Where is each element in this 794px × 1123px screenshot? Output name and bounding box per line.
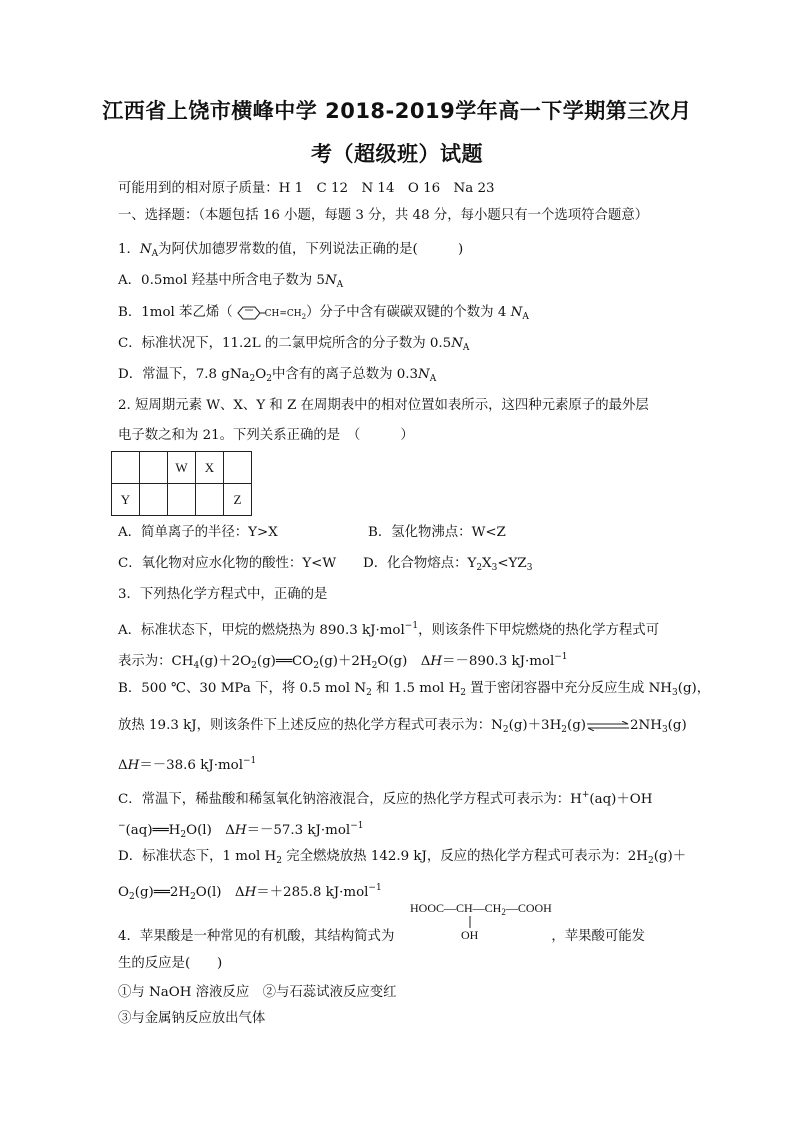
table-cell — [140, 452, 168, 484]
q4-stem-line1: 4．苹果酸是一种常见的有机酸，其结构简式为 ，苹果酸可能发 — [118, 929, 646, 944]
reversible-arrow-icon — [586, 721, 630, 731]
q4-stem-line2: 生的反应是( ) — [118, 956, 223, 971]
q2-stem-line1: 2. 短周期元素 W、X、Y 和 Z 在周期表中的相对位置如表所示，这四种元素原子的最外层 — [118, 398, 649, 413]
periodic-table-fragment — [111, 451, 252, 516]
malic-acid-structure: $HOOC—CH—CH_2—COOH$ — [410, 901, 552, 917]
malic-acid-oh: OH — [461, 928, 479, 942]
q2-option-b: B．氢化物沸点：W<Z — [368, 525, 506, 540]
atomic-mass-note: 可能用到的相对原子质量：H 1 C 12 N 14 O 16 Na 23 — [118, 181, 495, 196]
table-cell: Z — [224, 484, 252, 516]
table-cell — [196, 484, 224, 516]
q3-stem: 3．下列热化学方程式中，正确的是 — [118, 587, 328, 602]
q1-option-d: D．常温下，7.8 $gNa_2O_2$中含有的离子总数为 $0.3N_A$ — [118, 367, 437, 384]
section-heading: 一、选择题：（本题包括 16 小题，每题 3 分，共 48 分，每小题只有一个选项符合题意） — [118, 208, 649, 223]
q3-option-c-line2: $^-(aq)══H_2O(l)$ ΔH＝－57.3 kJ·mol$^{-1}$ — [118, 821, 364, 840]
table-cell: Y — [112, 484, 140, 516]
q3-option-c-line1: C．常温下，稀盐酸和稀氢氧化钠溶液混合，反应的热化学方程式可表示为：H+(aq)＋OH — [118, 790, 653, 807]
q3-option-b-line2: 放热 19.3 kJ，则该条件下上述反应的热化学方程式可表示为：$N_2(g)+3H_2(g)$ $2NH_3(g)$ — [118, 718, 687, 735]
q3-option-a-line2: 表示为：$CH_4(g)+2O_2(g)══CO_2(g)+2H_2O(g)$ ΔH＝－890.3 kJ·mol$^{-1}$ — [118, 652, 568, 671]
q1-option-c: C．标准状况下，11.2L 的二氯甲烷所含的分子数为 $0.5N_A$ — [118, 336, 470, 353]
table-cell: W — [168, 452, 196, 484]
exam-title-line1: 江西省上饶市横峰中学 2018-2019学年高一下学期第三次月 — [102, 99, 692, 123]
q2-stem-line2: 电子数之和为 21。下列关系正确的是 （ ） — [118, 428, 414, 443]
table-cell — [140, 484, 168, 516]
q1-option-a: A．0.5mol 羟基中所含电子数为 $5N_A$ — [118, 273, 344, 290]
table-cell — [224, 452, 252, 484]
q4-options-1-2: ①与 NaOH 溶液反应 ②与石蕊试液反应变红 — [118, 985, 397, 1000]
q3-option-b-line1: B．500 ℃、30 MPa 下，将 0.5 mol $N_2$ 和 1.5 mol $H_2$ 置于密闭容器中充分反应生成 $NH_3(g)$， — [118, 681, 711, 698]
q1-stem: 1．$N_A$为阿伏加德罗常数的值，下列说法正确的是( ) — [118, 242, 464, 259]
q2-option-c: C．氧化物对应水化物的酸性：Y<W — [118, 556, 337, 571]
table-cell — [112, 452, 140, 484]
q3-option-d-line1: D．标准状态下，1 mol $H_2$ 完全燃烧放热 142.9 kJ，反应的热化学方程式可表示为：$2H_2(g)+$ — [118, 849, 687, 866]
bond-line-icon — [467, 916, 473, 928]
q4-option-3: ③与金属钠反应放出气体 — [118, 1011, 266, 1026]
benzene-ring-icon — [233, 306, 265, 320]
q2-option-d: D．化合物熔点：$Y_2X_3<YZ_3$ — [363, 556, 533, 573]
table-cell — [168, 484, 196, 516]
exam-title-line2: 考（超级班）试题 — [311, 142, 483, 166]
q1-option-b: B．1mol 苯乙烯（ $CH=CH_2$）分子中含有碳碳双键的个数为 4 $N_A$ — [118, 305, 529, 322]
q2-option-a: A．简单离子的半径：Y>X — [118, 525, 278, 540]
table-cell: X — [196, 452, 224, 484]
q3-option-b-line3: ΔH＝－38.6 kJ·mol$^{-1}$ — [118, 756, 257, 773]
table-row — [112, 452, 252, 484]
q3-option-a-line1: A．标准状态下，甲烷的燃烧热为 890.3 kJ·mol$^{-1}$，则该条件下甲烷燃烧的热化学方程式可 — [118, 621, 660, 638]
table-row — [112, 484, 252, 516]
q3-option-d-line2: $O_2(g)══2H_2O(l)$ ΔH＝＋285.8 kJ·mol$^{-1}$ — [118, 883, 382, 902]
